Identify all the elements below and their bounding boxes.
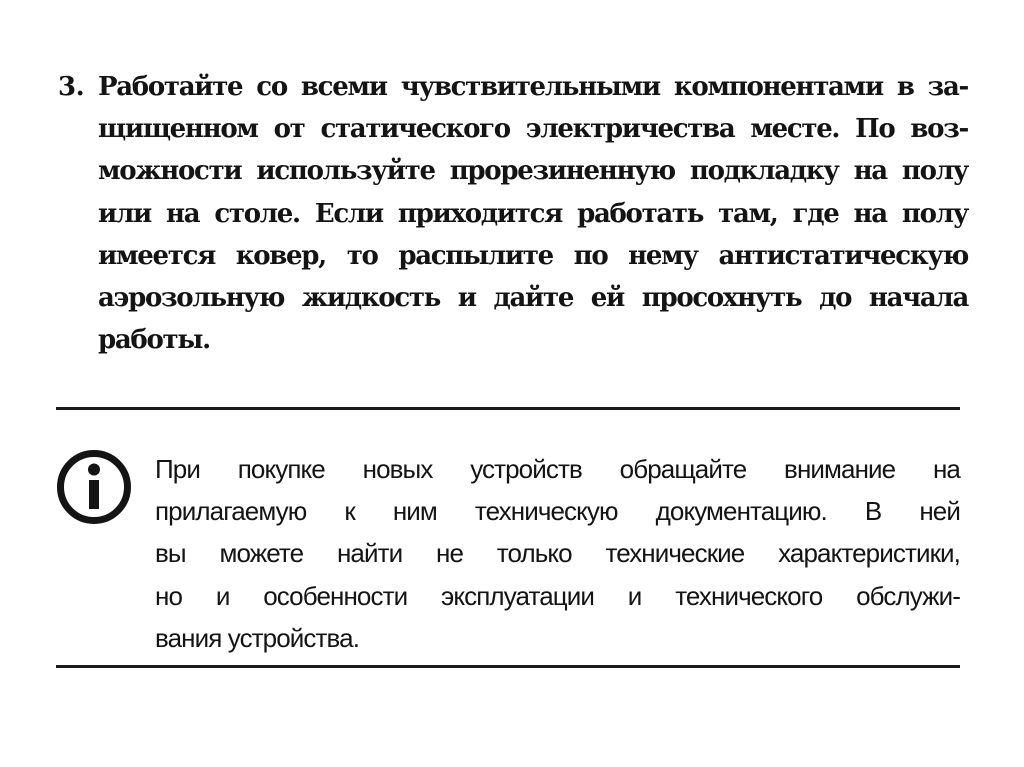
note-line: вы можете найти не только технические характеристики, bbox=[155, 538, 960, 569]
bottom-divider bbox=[56, 665, 960, 668]
top-divider bbox=[56, 407, 960, 410]
note-line: При покупке новых устройств обращайте внимание на bbox=[155, 454, 960, 484]
item-line: имеется ковер, то распылите по нему антистатическую bbox=[98, 240, 968, 271]
info-note bbox=[155, 448, 960, 659]
note-line: прилагаемую к ним техническую документацию. В ней bbox=[155, 496, 960, 527]
item-text bbox=[98, 66, 968, 361]
info-icon bbox=[54, 447, 134, 527]
item-line: или на столе. Если приходится работать там, где на полу bbox=[98, 198, 968, 229]
item-line: аэрозольную жидкость и дайте ей просохнуть до начала bbox=[98, 283, 968, 314]
item-number: 3. bbox=[58, 72, 85, 102]
item-line: можности используйте прорезиненную подкладку на полу bbox=[98, 156, 968, 187]
item-line: Работайте со всеми чувствительными компонентами в за- bbox=[98, 72, 968, 102]
note-line: но и особенности эксплуатации и технического обслужи- bbox=[155, 580, 960, 611]
item-line: щищенном от статического электричества месте. По воз- bbox=[98, 114, 968, 145]
note-line: вания устройства. bbox=[155, 622, 360, 653]
item-line: работы. bbox=[98, 325, 210, 356]
